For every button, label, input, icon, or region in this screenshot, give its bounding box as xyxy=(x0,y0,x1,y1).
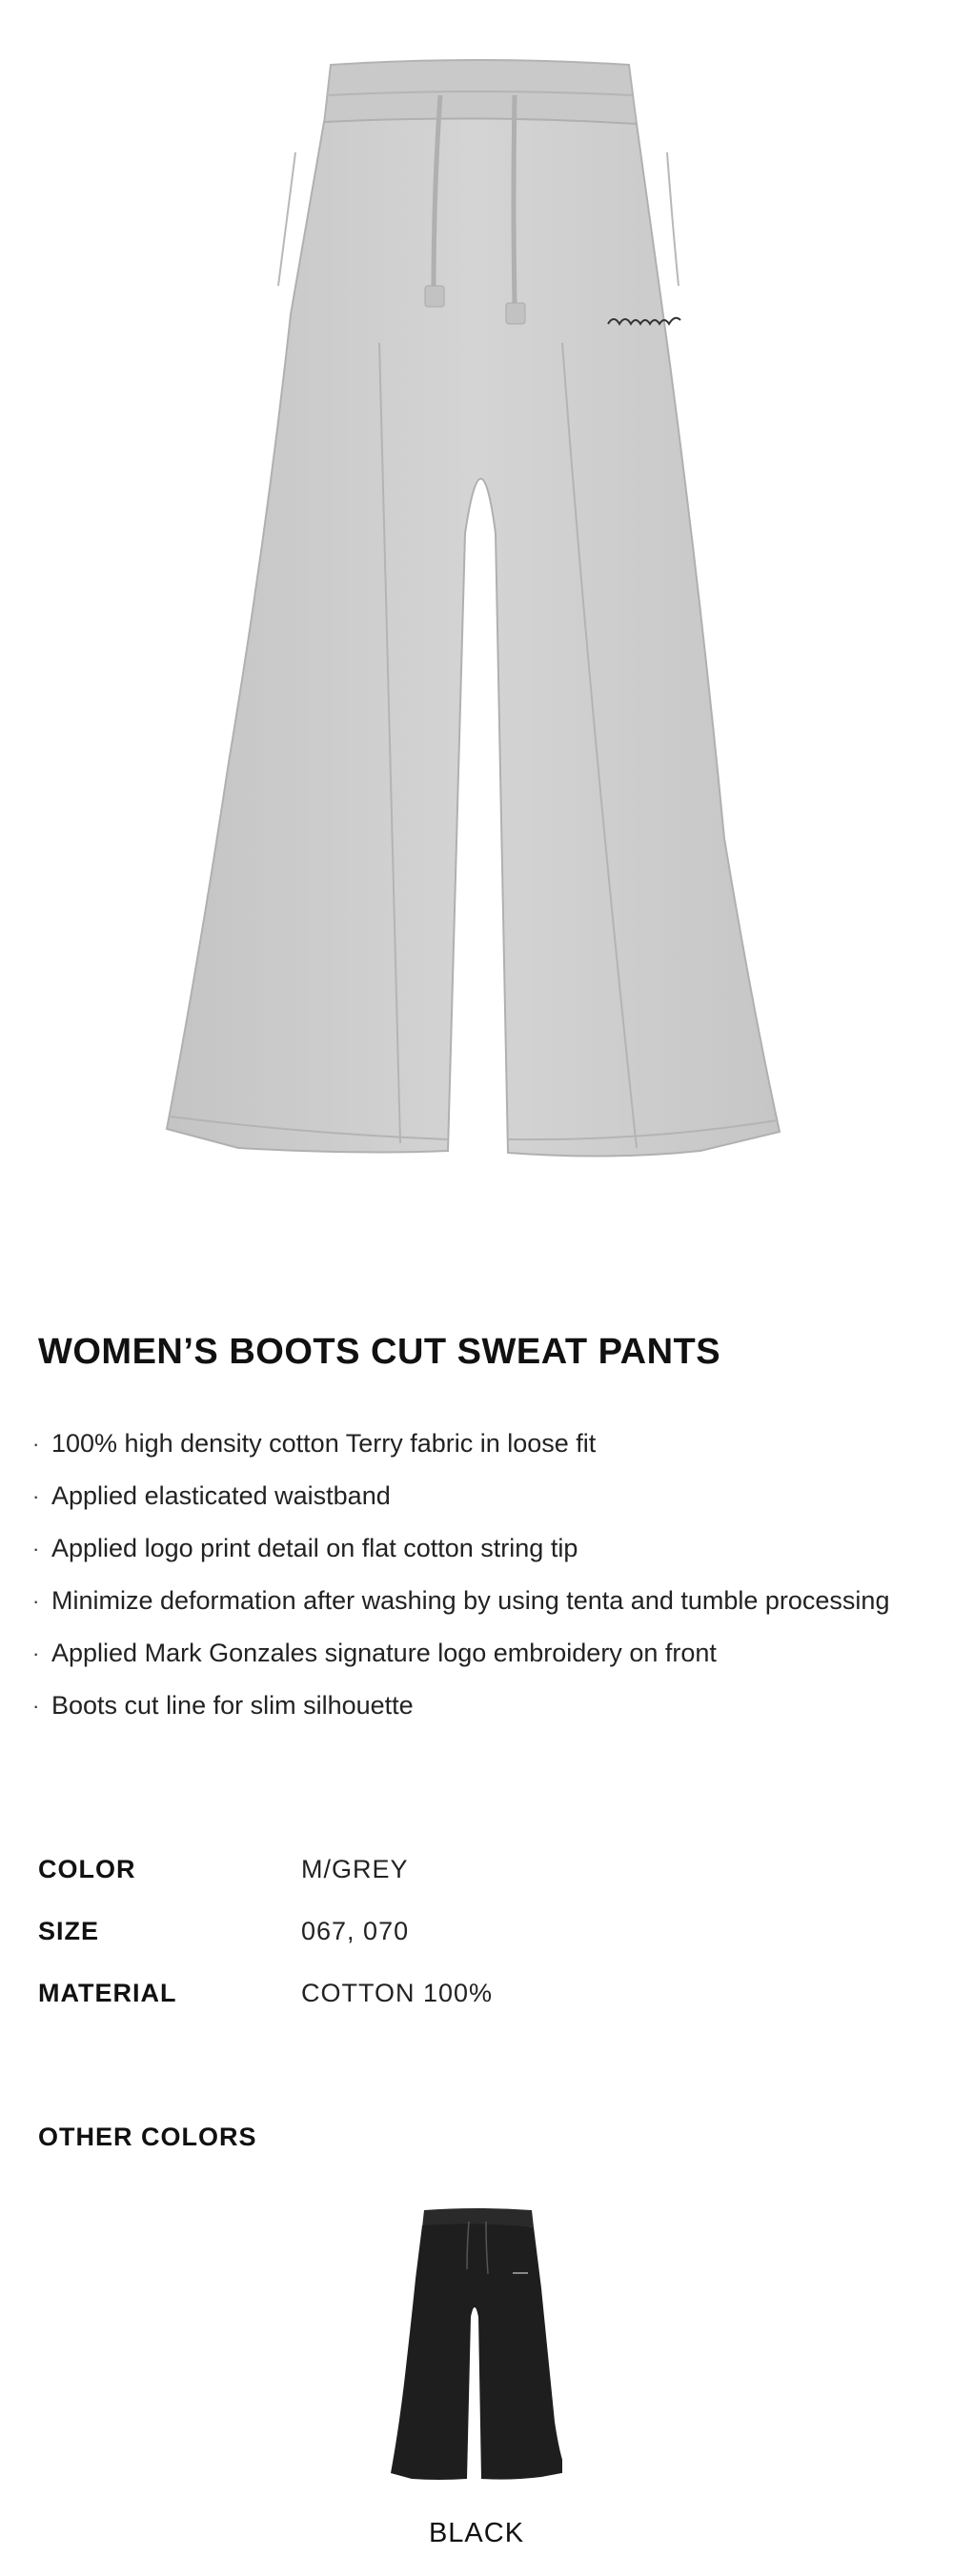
feature-text: Applied elasticated waistband xyxy=(51,1481,391,1510)
grey-pants-illustration xyxy=(0,0,953,1238)
feature-item xyxy=(32,1522,889,1575)
color-swatch-black[interactable] xyxy=(391,2203,562,2488)
bullet-icon: · xyxy=(32,1694,40,1718)
feature-item xyxy=(32,1418,889,1470)
spec-value: COTTON 100% xyxy=(301,1979,494,2007)
spec-label: SIZE xyxy=(38,1917,100,1945)
color-swatch-label[interactable]: BLACK xyxy=(428,2518,525,2548)
bullet-icon: · xyxy=(32,1589,40,1613)
spec-label: COLOR xyxy=(38,1855,136,1883)
spec-label: MATERIAL xyxy=(38,1979,177,2007)
other-colors-heading: OTHER COLORS xyxy=(38,2123,257,2151)
feature-text: Applied Mark Gonzales signature logo embroidery on front xyxy=(51,1639,717,1667)
feature-text: Applied logo print detail on flat cotton string tip xyxy=(51,1534,578,1562)
product-title: WOMEN’S BOOTS CUT SWEAT PANTS xyxy=(38,1332,721,1372)
product-image xyxy=(0,0,953,1238)
feature-list xyxy=(32,1418,889,1732)
bullet-icon: · xyxy=(32,1537,40,1560)
spec-row-size xyxy=(38,1901,493,1962)
feature-text: 100% high density cotton Terry fabric in loose fit xyxy=(51,1429,597,1458)
feature-text: Boots cut line for slim silhouette xyxy=(51,1691,414,1720)
spec-table xyxy=(38,1839,493,2024)
bullet-icon: · xyxy=(32,1484,40,1508)
feature-item xyxy=(32,1627,889,1680)
bullet-icon: · xyxy=(32,1432,40,1456)
spec-value: 067, 070 xyxy=(301,1917,410,1945)
spec-row-color xyxy=(38,1839,493,1901)
black-pants-thumbnail xyxy=(391,2203,562,2488)
spec-value: M/GREY xyxy=(301,1855,409,1883)
spec-row-material xyxy=(38,1962,493,2024)
feature-text: Minimize deformation after washing by using tenta and tumble processing xyxy=(51,1586,890,1615)
feature-item xyxy=(32,1680,889,1732)
feature-item xyxy=(32,1470,889,1522)
feature-item xyxy=(32,1575,889,1627)
bullet-icon: · xyxy=(32,1641,40,1665)
